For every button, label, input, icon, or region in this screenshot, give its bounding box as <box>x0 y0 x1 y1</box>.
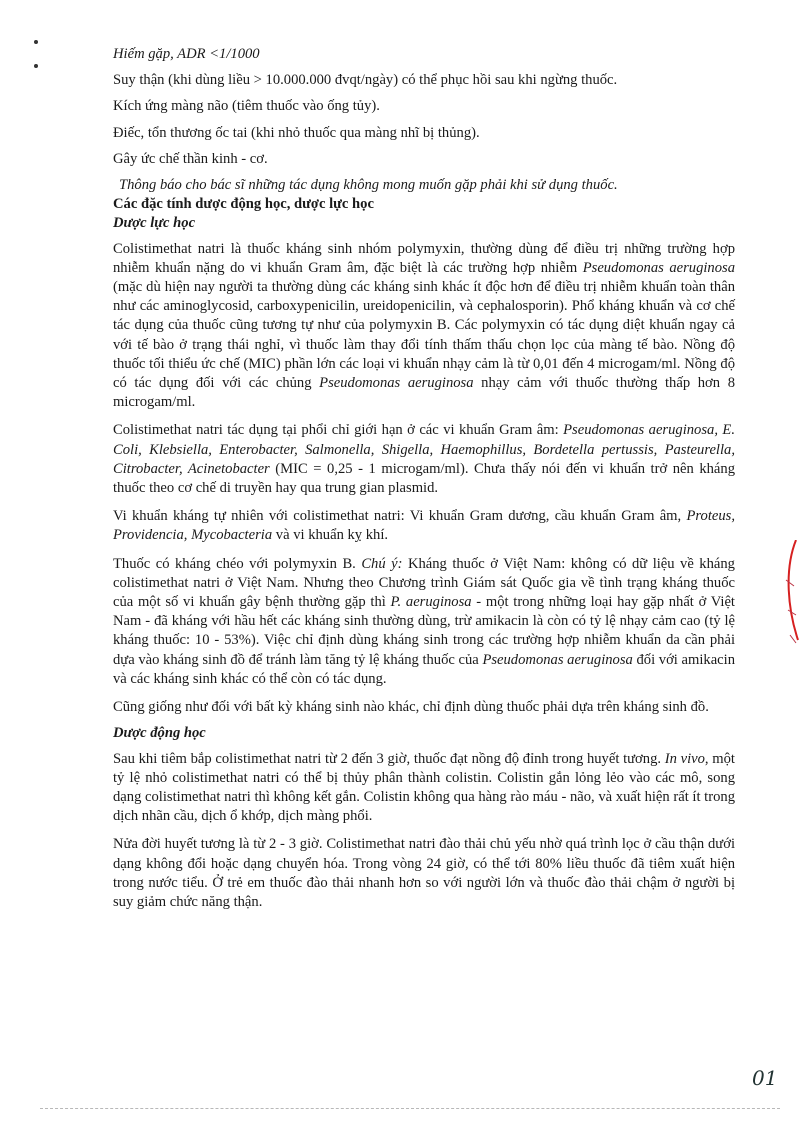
pd-paragraph-1: Colistimethat natri là thuốc kháng sinh nhóm polymyxin, thường dùng để điều trị những trường hợp nhiễm khuẩn nặng do vi khuẩn Gram âm, đặc biệt là các trường hợp nhiễm Pseudomonas aeruginosa (mặc dù hiện nay người ta thường dùng các kháng sinh khác ít độc hơn để điều trị nhiễm khuẩn toàn thân như các aminoglycosid, carboxypenicilin, ureidopenicilin, và cephalosporin). Phổ kháng khuẩn và cơ chế tác dụng của thuốc cũng tương tự như của polymyxin B. Các polymyxin có tác dụng diệt khuẩn ngay cả với tế bào ở trạng thái nghỉ, vì thuốc làm thay đổi tính thấm thấu chọn lọc của màng tế bào. Nồng độ thuốc tối thiểu ức chế (MIC) phần lớn các loại vi khuẩn nhạy cảm là từ 0,01 đến 4 microgam/ml. Nồng độ có tác dụng đối với các chủng Pseudomonas aeruginosa nhạy cảm với thuốc thường thấp hơn 8 microgam/ml. <box>113 240 735 411</box>
rare-adr-heading: Hiếm gặp, ADR <1/1000 <box>113 46 260 62</box>
pk-paragraph-2: Nửa đời huyết tương là từ 2 - 3 giờ. Colistimethat natri đào thải chủ yếu nhờ quá trình lọc ở cầu thận dưới dạng không đổi hoặc dạng chuyển hóa. Trong vòng 24 giờ, có thể tới 80% liều thuốc đã tiêm xuất hiện trong nước tiểu. Ở trẻ em thuốc đào thải nhanh hơn so với người lớn và thuốc đào thải chậm ở người bị suy giảm chức năng thận. <box>113 836 735 910</box>
scan-edge-mark <box>776 540 800 680</box>
scan-dot <box>34 40 38 44</box>
scan-dot <box>34 64 38 68</box>
adverse-item: Suy thận (khi dùng liều > 10.000.000 đvqt/ngày) có thể phục hồi sau khi ngừng thuốc. <box>113 72 618 89</box>
section-title: Các đặc tính dược động học, dược lực học <box>113 196 374 213</box>
pharmacokinetics-title: Dược động học <box>113 725 206 742</box>
pd-paragraph-3: Vi khuẩn kháng tự nhiên với colistimethat natri: Vi khuẩn Gram dương, cầu khuẩn Gram âm, Proteus, Providencia, Mycobacteria và vi khuẩn kỵ khí. <box>113 508 735 544</box>
pd-paragraph-5: Cũng giống như đối với bất kỳ kháng sinh nào khác, chỉ định dùng thuốc phải dựa trên kháng sinh đồ. <box>113 699 709 716</box>
pharmacodynamics-title: Dược lực học <box>113 215 196 232</box>
adverse-item: Gây ức chế thần kinh - cơ. <box>113 150 268 167</box>
pd-paragraph-2: Colistimethat natri tác dụng tại phổi chỉ giới hạn ở các vi khuẩn Gram âm: Pseudomonas aeruginosa, E. Coli, Klebsiella, Enterobacter, Salmonella, Shigella, Haemophillus, Bordetella pertussis, Pasteurella, Citrobacter, Acinetobacter (MIC = 0,25 - 1 microgam/ml). Chưa thấy nói đến vi khuẩn trở nên kháng thuốc theo cơ chế di truyền hay qua trung gian plasmid. <box>113 422 735 497</box>
pk-paragraph-1: Sau khi tiêm bắp colistimethat natri từ 2 đến 3 giờ, thuốc đạt nồng độ đỉnh trong huyết tương. In vivo, một tỷ lệ nhỏ colistimethat natri có thể bị thủy phân thành colistin. Colistin gắn lỏng lẻo vào các mô, song dạng colistimethat natri thì không kết gắn. Colistin không qua hàng rào máu - não, và xuất hiện rất ít trong dịch nhãn cầu, dịch ổ khớp, dịch màng phổi. <box>113 750 735 825</box>
adverse-item: Điếc, tổn thương ốc tai (khi nhỏ thuốc qua màng nhĩ bị thủng). <box>113 124 480 141</box>
document-body <box>113 45 735 921</box>
pd-paragraph-4: Thuốc có kháng chéo với polymyxin B. Chú ý: Kháng thuốc ở Việt Nam: không có dữ liệu về kháng colistimethat natri ở Việt Nam. Nhưng theo Chương trình Giám sát Quốc gia về tình trạng kháng thuốc của một số vi khuẩn gây bệnh thường gặp thì P. aeruginosa - một trong những loại hay gặp nhất ở Việt Nam - đã kháng với hầu hết các kháng sinh thường dùng, trừ amikacin là còn có tỷ lệ nhạy cảm cao (tỷ lệ kháng thuốc: 10 - 53%). Việc chỉ định dùng kháng sinh trong các trường hợp nhiễm khuẩn da cần phải dựa vào kháng sinh đồ để tránh làm tăng tỷ lệ kháng thuốc của Pseudomonas aeruginosa đối với amikacin và các kháng sinh khác có thể còn có tác dụng. <box>113 555 735 687</box>
adverse-item: Kích ứng màng não (tiêm thuốc vào ống tủy). <box>113 98 380 115</box>
adverse-notice: Thông báo cho bác sĩ những tác dụng không mong muốn gặp phải khi sử dụng thuốc. <box>119 177 618 194</box>
scan-bottom-edge <box>40 1108 780 1111</box>
handwritten-page-number: 01 <box>752 1066 778 1090</box>
